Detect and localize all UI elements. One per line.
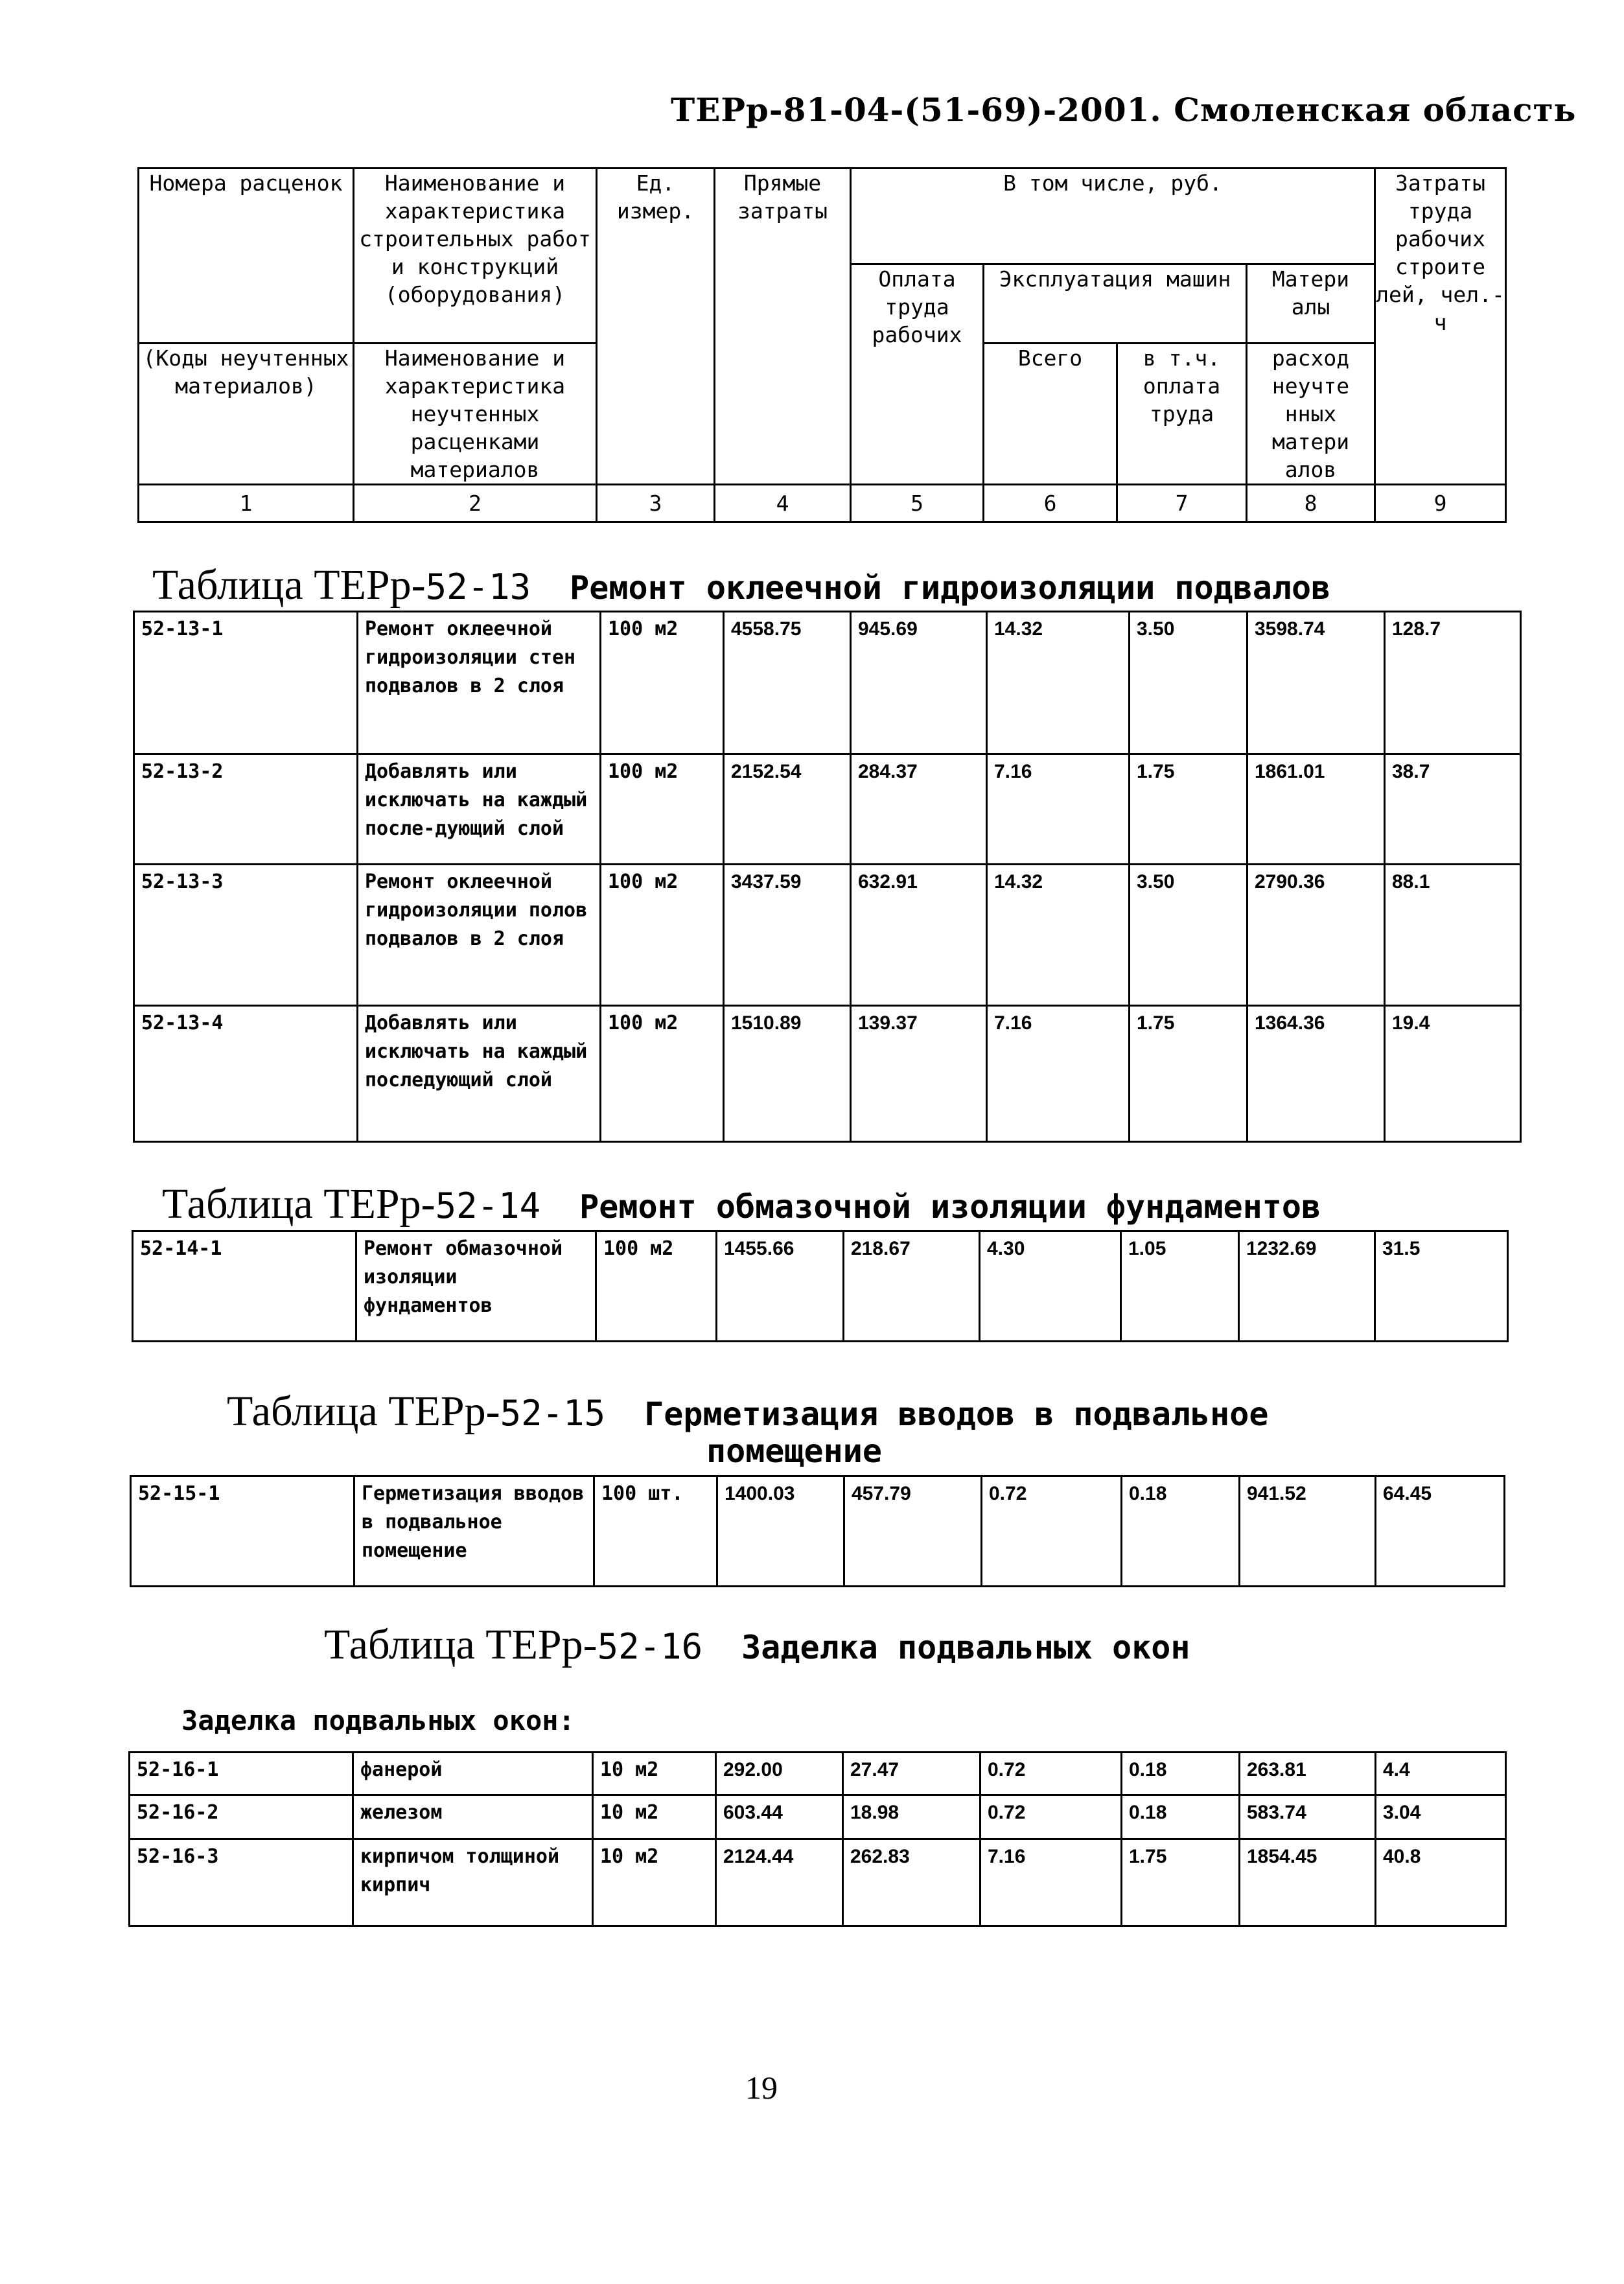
row-unit: 100 м2: [601, 612, 724, 754]
row-name: Добавлять или исключать на каждый после-дующий слой: [358, 754, 601, 865]
row-code: 52-14-1: [133, 1231, 356, 1342]
section-title: [324, 1620, 1190, 1670]
section-label: Таблица ТЕРр-: [162, 1180, 435, 1228]
row-materials: 3598.74: [1247, 612, 1385, 754]
table-row: [131, 1476, 1505, 1587]
table-row: [134, 1006, 1521, 1142]
row-code: 52-13-1: [134, 612, 358, 754]
section-label: Таблица ТЕРр-: [324, 1621, 597, 1668]
table-row: [134, 754, 1521, 865]
row-direct: 292.00: [716, 1753, 843, 1795]
row-direct: 2124.44: [716, 1839, 843, 1926]
row-materials: 1232.69: [1239, 1231, 1375, 1342]
col-number: 7: [1117, 485, 1247, 522]
row-machines: 0.72: [980, 1753, 1122, 1795]
col-number: 3: [597, 485, 715, 522]
row-labor-hours: 128.7: [1385, 612, 1521, 754]
row-labor-hours: 3.04: [1376, 1795, 1506, 1839]
section-name: Заделка подвальных окон: [741, 1629, 1190, 1666]
row-machines-labor: 3.50: [1130, 865, 1247, 1006]
row-machines-labor: 1.75: [1122, 1839, 1240, 1926]
row-materials: 1364.36: [1247, 1006, 1385, 1142]
row-labor-hours: 4.4: [1376, 1753, 1506, 1795]
section-code: 52-15: [500, 1393, 606, 1434]
col2-subheader: Наименование и характеристика неучтенных расценками материалов: [354, 344, 597, 485]
row-labor: 27.47: [843, 1753, 980, 1795]
row-machines: 7.16: [980, 1839, 1122, 1926]
row-machines: 7.16: [987, 1006, 1130, 1142]
row-direct: 603.44: [716, 1795, 843, 1839]
row-unit: 100 шт.: [594, 1476, 717, 1587]
row-code: 52-15-1: [131, 1476, 354, 1587]
row-unit: 100 м2: [596, 1231, 717, 1342]
col-number: 2: [354, 485, 597, 522]
col-number: 9: [1375, 485, 1506, 522]
table-row: [134, 865, 1521, 1006]
row-machines-labor: 0.18: [1122, 1753, 1240, 1795]
section-name-line2: помещение: [706, 1432, 882, 1470]
col-number: 1: [139, 485, 354, 522]
section-title: [227, 1387, 1268, 1436]
section-label: Таблица ТЕРр-: [152, 561, 426, 609]
row-labor: 284.37: [851, 754, 987, 865]
section-code: 52-16: [597, 1626, 703, 1667]
page-number: 19: [745, 2069, 778, 2106]
col1-header: Номера расценок: [139, 169, 354, 344]
section-code: 52-13: [425, 566, 531, 607]
row-materials: 583.74: [1240, 1795, 1376, 1839]
col9-header: Затраты труда рабочих строите лей, чел.-ч: [1375, 169, 1506, 485]
row-unit: 100 м2: [601, 865, 724, 1006]
section-code: 52-14: [435, 1185, 541, 1226]
table-row: [130, 1753, 1506, 1795]
column-header-table: [137, 167, 1507, 523]
row-direct: 1400.03: [717, 1476, 844, 1587]
row-machines-labor: 1.05: [1121, 1231, 1239, 1342]
col7-header: в т.ч. оплата труда: [1117, 344, 1247, 485]
row-code: 52-13-2: [134, 754, 358, 865]
row-name: Ремонт оклеечной гидроизоляции стен подвалов в 2 слоя: [358, 612, 601, 754]
section-intro: Заделка подвальных окон:: [181, 1705, 575, 1736]
section-name: Ремонт обмазочной изоляции фундаментов: [579, 1188, 1321, 1226]
table-row: [133, 1231, 1508, 1342]
row-name: Ремонт оклеечной гидроизоляции полов подвалов в 2 слоя: [358, 865, 601, 1006]
price-table: [128, 1751, 1507, 1927]
row-machines: 14.32: [987, 612, 1130, 754]
row-code: 52-13-4: [134, 1006, 358, 1142]
row-materials: 2790.36: [1247, 865, 1385, 1006]
row-labor: 139.37: [851, 1006, 987, 1142]
row-unit: 100 м2: [601, 1006, 724, 1142]
row-labor-hours: 88.1: [1385, 865, 1521, 1006]
row-unit: 10 м2: [593, 1839, 716, 1926]
row-machines-labor: 3.50: [1130, 612, 1247, 754]
row-labor: 218.67: [844, 1231, 980, 1342]
row-machines-labor: 0.18: [1122, 1476, 1240, 1587]
row-materials: 1861.01: [1247, 754, 1385, 865]
col8-subheader: расход неучте нных матери алов: [1247, 344, 1375, 485]
row-name: железом: [353, 1795, 593, 1839]
row-name: Ремонт обмазочной изоляции фундаментов: [356, 1231, 596, 1342]
row-code: 52-16-3: [130, 1839, 353, 1926]
section-label: Таблица ТЕРр-: [227, 1388, 500, 1435]
row-labor: 18.98: [843, 1795, 980, 1839]
row-machines: 0.72: [980, 1795, 1122, 1839]
table-row: [130, 1795, 1506, 1839]
row-machines: 0.72: [982, 1476, 1122, 1587]
table-row: [134, 612, 1521, 754]
row-unit: 10 м2: [593, 1753, 716, 1795]
col2-header: Наименование и характеристика строительных работ и конструкций (оборудования): [354, 169, 597, 344]
col3-header: Ед. измер.: [597, 169, 715, 485]
row-direct: 4558.75: [724, 612, 851, 754]
col8-header: Матери алы: [1247, 264, 1375, 344]
price-table: [132, 1230, 1509, 1342]
section-name: Герметизация вводов в подвальное: [644, 1395, 1269, 1433]
row-machines-labor: 1.75: [1130, 1006, 1247, 1142]
row-direct: 3437.59: [724, 865, 851, 1006]
row-unit: 100 м2: [601, 754, 724, 865]
row-materials: 1854.45: [1240, 1839, 1376, 1926]
row-labor: 457.79: [844, 1476, 982, 1587]
row-labor: 632.91: [851, 865, 987, 1006]
row-name: фанерой: [353, 1753, 593, 1795]
col-number: 8: [1247, 485, 1375, 522]
machines-header: Эксплуатация машин: [984, 264, 1247, 344]
row-labor-hours: 31.5: [1375, 1231, 1508, 1342]
col-number: 6: [984, 485, 1117, 522]
price-table: [130, 1475, 1505, 1587]
row-unit: 10 м2: [593, 1795, 716, 1839]
row-materials: 263.81: [1240, 1753, 1376, 1795]
col1-subheader: (Коды неучтенных материалов): [139, 344, 354, 485]
row-machines: 14.32: [987, 865, 1130, 1006]
row-name: Добавлять или исключать на каждый последующий слой: [358, 1006, 601, 1142]
row-name: Герметизация вводов в подвальное помещение: [354, 1476, 594, 1587]
row-direct: 1510.89: [724, 1006, 851, 1142]
col4-header: Прямые затраты: [715, 169, 851, 485]
row-direct: 1455.66: [717, 1231, 844, 1342]
col-number: 4: [715, 485, 851, 522]
row-labor: 945.69: [851, 612, 987, 754]
row-labor-hours: 19.4: [1385, 1006, 1521, 1142]
section-title: [162, 1180, 1321, 1229]
section-name: Ремонт оклеечной гидроизоляции подвалов: [570, 569, 1331, 607]
row-direct: 2152.54: [724, 754, 851, 865]
price-table: [133, 611, 1522, 1143]
row-machines: 4.30: [980, 1231, 1121, 1342]
col5-header: Оплата труда рабочих: [851, 264, 984, 485]
table-row: [130, 1839, 1506, 1926]
row-labor: 262.83: [843, 1839, 980, 1926]
row-machines-labor: 1.75: [1130, 754, 1247, 865]
row-code: 52-16-1: [130, 1753, 353, 1795]
row-labor-hours: 40.8: [1376, 1839, 1506, 1926]
row-machines: 7.16: [987, 754, 1130, 865]
row-materials: 941.52: [1240, 1476, 1376, 1587]
row-labor-hours: 64.45: [1376, 1476, 1505, 1587]
row-machines-labor: 0.18: [1122, 1795, 1240, 1839]
col6-header: Всего: [984, 344, 1117, 485]
group-header: В том числе, руб.: [851, 169, 1375, 264]
row-code: 52-13-3: [134, 865, 358, 1006]
row-name: кирпичом толщиной кирпич: [353, 1839, 593, 1926]
col-number: 5: [851, 485, 984, 522]
document-title: ТЕРр-81-04-(51-69)-2001. Смоленская область: [671, 91, 1577, 129]
row-code: 52-16-2: [130, 1795, 353, 1839]
section-title: [152, 561, 1330, 610]
row-labor-hours: 38.7: [1385, 754, 1521, 865]
